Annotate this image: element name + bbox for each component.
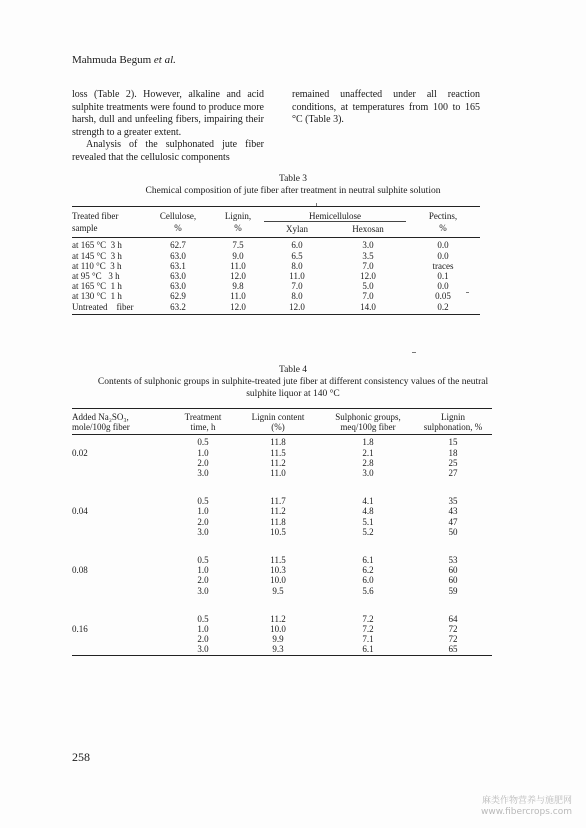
table-cell: 27: [448, 468, 458, 479]
col-header-lignin-2: %: [234, 222, 242, 233]
table-cell: 10.0: [270, 575, 286, 586]
table-cell: 72: [448, 634, 458, 645]
col-header-lignin-sulph: Lignin: [441, 412, 465, 422]
table4-caption-line2: sulphite liquor at 140 °C: [246, 389, 340, 399]
table-cell: 12.0: [230, 271, 246, 282]
table-row: [72, 634, 492, 644]
group-label-cell: [72, 458, 172, 468]
table-cell: 6.1: [362, 555, 374, 566]
table-row: [72, 478, 492, 506]
group-label-cell: [72, 468, 172, 478]
table3-caption: Chemical composition of jute fiber after treatment in neutral sulphite solution: [145, 186, 441, 196]
table-cell: 4.8: [362, 506, 374, 517]
table-cell: 11.5: [270, 555, 286, 566]
table-cell: 7.2: [362, 613, 374, 624]
table-cell: 6.0: [362, 575, 374, 586]
table-cell: 5.1: [362, 516, 374, 527]
col-header-cellulose: Cellulose,: [159, 211, 197, 222]
table4: [72, 408, 492, 656]
table-cell: 0.1: [437, 271, 449, 282]
row-label-cell: at 145 °C 3 h: [72, 250, 122, 261]
group-label-cell: [72, 517, 172, 527]
table-cell: 11.2: [270, 613, 286, 624]
group-label-cell: [72, 478, 172, 506]
table-cell: 7.5: [232, 240, 244, 251]
table-cell: 12.0: [360, 271, 376, 282]
table-cell: 6.1: [362, 644, 374, 655]
group-label-cell: 0.08: [72, 565, 88, 576]
table-cell: 7.0: [362, 260, 374, 271]
table-row: [72, 448, 492, 458]
table4-body: [72, 435, 492, 655]
col-header-added: Added Na₂SO₃,: [72, 412, 129, 422]
table-cell: 0.0: [437, 281, 449, 292]
page-number: 258: [72, 750, 90, 764]
col-header-sample: Treated fiber: [72, 211, 119, 222]
header-etal: et al.: [153, 54, 176, 66]
body-column-left: [72, 89, 264, 165]
col-header-cellulose-2: %: [174, 222, 182, 233]
table-cell: 11.0: [270, 468, 286, 479]
group-label-cell: 0.04: [72, 506, 88, 517]
table-cell: 11.2: [270, 506, 286, 517]
table-cell: 7.1: [362, 634, 374, 645]
table-cell: 11.0: [230, 291, 246, 302]
group-label-cell: [72, 435, 172, 448]
col-header-pectins: Pectins,: [428, 211, 458, 222]
scan-speck: [412, 352, 416, 353]
table-cell: 11.8: [270, 516, 286, 527]
table-cell: 35: [448, 496, 458, 507]
table-cell: 65: [448, 644, 458, 655]
col-header-time-2: time, h: [190, 422, 216, 433]
table-cell: 12.0: [289, 301, 305, 312]
table-cell: 3.0: [197, 585, 209, 596]
table-row: [72, 527, 492, 537]
table-cell: 3.5: [362, 250, 374, 261]
group-label-cell: [72, 644, 172, 655]
table-cell: 0.0: [437, 250, 449, 261]
table-cell: 2.0: [197, 634, 209, 645]
table-row: [72, 517, 492, 527]
table-cell: 0.0: [437, 240, 449, 251]
group-label-cell: [72, 596, 172, 624]
table-row: [72, 435, 492, 448]
table-cell: 62.9: [170, 291, 186, 302]
table-cell: 8.0: [291, 291, 303, 302]
table-cell: 1.0: [197, 565, 209, 576]
col-header-sulphonic-2: meq/100g fiber: [340, 422, 396, 433]
col-header-lignin-sulph-2: sulphonation, %: [423, 422, 483, 433]
table-cell: 63.1: [170, 260, 186, 271]
table-cell: 25: [448, 457, 458, 468]
table-cell: 6.5: [291, 250, 303, 261]
row-label-cell: at 110 °C 3 h: [72, 260, 122, 271]
table-row: [72, 565, 492, 575]
table-cell: 0.05: [435, 291, 451, 302]
table-cell: 6.0: [291, 240, 303, 251]
table-cell: 5.6: [362, 585, 374, 596]
table-cell: 0.5: [197, 613, 209, 624]
table-cell: 10.0: [270, 624, 286, 635]
table-cell: 8.0: [291, 260, 303, 271]
body-column-right: [292, 89, 480, 127]
table-cell: 0.5: [197, 555, 209, 566]
table-cell: 63.0: [170, 271, 186, 282]
table-cell: 7.2: [362, 624, 374, 635]
row-label-cell: at 130 °C 1 h: [72, 291, 122, 302]
scan-speck: [316, 203, 317, 206]
table3-label: Table 3: [278, 174, 308, 184]
table-row: [72, 458, 492, 468]
watermark-line2: www.fibercrops.com: [481, 807, 572, 817]
table-row: [72, 238, 480, 251]
table-row: [72, 537, 492, 565]
watermark: [481, 796, 572, 818]
table-cell: 60: [448, 565, 458, 576]
col-header-sulphonic: Sulphonic groups,: [335, 412, 401, 422]
table-row: [72, 586, 492, 596]
table-cell: 1.0: [197, 624, 209, 635]
table-cell: 50: [448, 526, 458, 537]
table-cell: 60: [448, 575, 458, 586]
group-label-cell: [72, 527, 172, 537]
table-cell: 7.0: [291, 281, 303, 292]
col-header-lignin-content: Lignin content: [251, 412, 305, 422]
table-cell: 72: [448, 624, 458, 635]
col-header-hemicellulose: Hemicellulose: [264, 207, 406, 222]
row-label-cell: at 165 °C 1 h: [72, 281, 122, 292]
table-cell: 9.3: [272, 644, 284, 655]
table-cell: 9.5: [272, 585, 284, 596]
table-cell: 5.2: [362, 526, 374, 537]
running-header: [72, 54, 176, 66]
table-cell: 11.5: [270, 447, 286, 458]
table-cell: 6.2: [362, 565, 374, 576]
col-header-lignin: Lignin,: [224, 211, 252, 222]
table-cell: 12.0: [230, 301, 246, 312]
table-cell: 2.0: [197, 516, 209, 527]
table-row: [72, 302, 480, 315]
table-cell: 59: [448, 585, 458, 596]
table-cell: 10.3: [270, 565, 286, 576]
table-cell: 5.0: [362, 281, 374, 292]
table-row: [72, 468, 492, 478]
col-header-pectins-2: %: [439, 222, 447, 233]
group-label-cell: [72, 575, 172, 585]
table-cell: 64: [448, 613, 458, 624]
table-row: [72, 575, 492, 585]
table-cell: 1.0: [197, 447, 209, 458]
table-row: [72, 506, 492, 516]
table3: [72, 206, 480, 315]
table-row: [72, 261, 480, 271]
row-label-cell: at 165 °C 3 h: [72, 240, 122, 251]
col-header-hexosan: Hexosan: [352, 224, 384, 235]
table-row: [72, 644, 492, 655]
paragraph: Analysis of the sulphonated jute fiber revealed that the cellulosic components: [72, 139, 264, 163]
table-cell: 9.9: [272, 634, 284, 645]
table-cell: 11.8: [270, 437, 286, 448]
table-cell: 11.7: [270, 496, 286, 507]
table-cell: 63.2: [170, 301, 186, 312]
table-cell: 63.0: [170, 281, 186, 292]
col-header-sample-2: sample: [72, 222, 98, 233]
table-cell: 62.7: [170, 240, 186, 251]
table-cell: 3.0: [197, 644, 209, 655]
table-cell: 47: [448, 516, 458, 527]
table-row: [72, 251, 480, 261]
paragraph: loss (Table 2). However, alkaline and acid sulphite treatments were found to produce more harsh, dull and unfeeling fibers, impairing their strength to a greater extent.: [72, 89, 264, 138]
table-cell: 10.5: [270, 526, 286, 537]
table-row: [72, 291, 480, 301]
group-label-cell: [72, 586, 172, 596]
table-cell: 2.0: [197, 457, 209, 468]
table-row: [72, 596, 492, 624]
table-cell: 15: [448, 437, 458, 448]
table-cell: 3.0: [362, 240, 374, 251]
table-cell: 3.0: [197, 468, 209, 479]
table-cell: 11.2: [270, 457, 286, 468]
group-label-cell: [72, 634, 172, 644]
table-cell: 14.0: [360, 301, 376, 312]
table-row: [72, 271, 480, 281]
col-header-added-2: mole/100g fiber: [72, 422, 130, 433]
table-cell: 43: [448, 506, 458, 517]
table-cell: 4.1: [362, 496, 374, 507]
table4-label: Table 4: [278, 365, 308, 375]
scan-speck: [466, 292, 469, 293]
col-header-time: Treatment: [184, 412, 222, 422]
header-author: Mahmuda Begum: [72, 54, 152, 66]
row-label-cell: Untreated fiber: [72, 301, 134, 312]
table-cell: 0.5: [197, 437, 209, 448]
group-label-cell: 0.16: [72, 624, 88, 635]
table-cell: 0.2: [437, 301, 449, 312]
group-label-cell: [72, 537, 172, 565]
table-cell: 7.0: [362, 291, 374, 302]
table-cell: 3.0: [197, 526, 209, 537]
row-label-cell: at 95 °C 3 h: [72, 271, 120, 282]
table-cell: 9.8: [232, 281, 244, 292]
table-cell: 1.0: [197, 506, 209, 517]
table-cell: 18: [448, 447, 458, 458]
col-header-xylan: Xylan: [286, 224, 308, 235]
table-cell: 0.5: [197, 496, 209, 507]
table-cell: 11.0: [289, 271, 305, 282]
col-header-lignin-content-2: (%): [271, 422, 285, 433]
group-label-cell: 0.02: [72, 447, 88, 458]
table-cell: 53: [448, 555, 458, 566]
table-cell: 9.0: [232, 250, 244, 261]
table-row: [72, 624, 492, 634]
table-cell: 1.8: [362, 437, 374, 448]
table-cell: 2.0: [197, 575, 209, 586]
table4-caption-line1: Contents of sulphonic groups in sulphite-treated jute fiber at different consistency values of the neutral: [97, 377, 489, 387]
watermark-line1: 麻类作物营养与施肥网: [481, 796, 572, 806]
table-cell: 2.1: [362, 447, 374, 458]
table-cell: traces: [432, 260, 454, 271]
paragraph: remained unaffected under all reaction conditions, at temperatures from 100 to 165 °C (Table 3).: [292, 89, 480, 126]
table-cell: 63.0: [170, 250, 186, 261]
table-cell: 11.0: [230, 260, 246, 271]
table-row: [72, 281, 480, 291]
table-cell: 2.8: [362, 457, 374, 468]
table3-body: [72, 238, 480, 314]
table-cell: 3.0: [362, 468, 374, 479]
